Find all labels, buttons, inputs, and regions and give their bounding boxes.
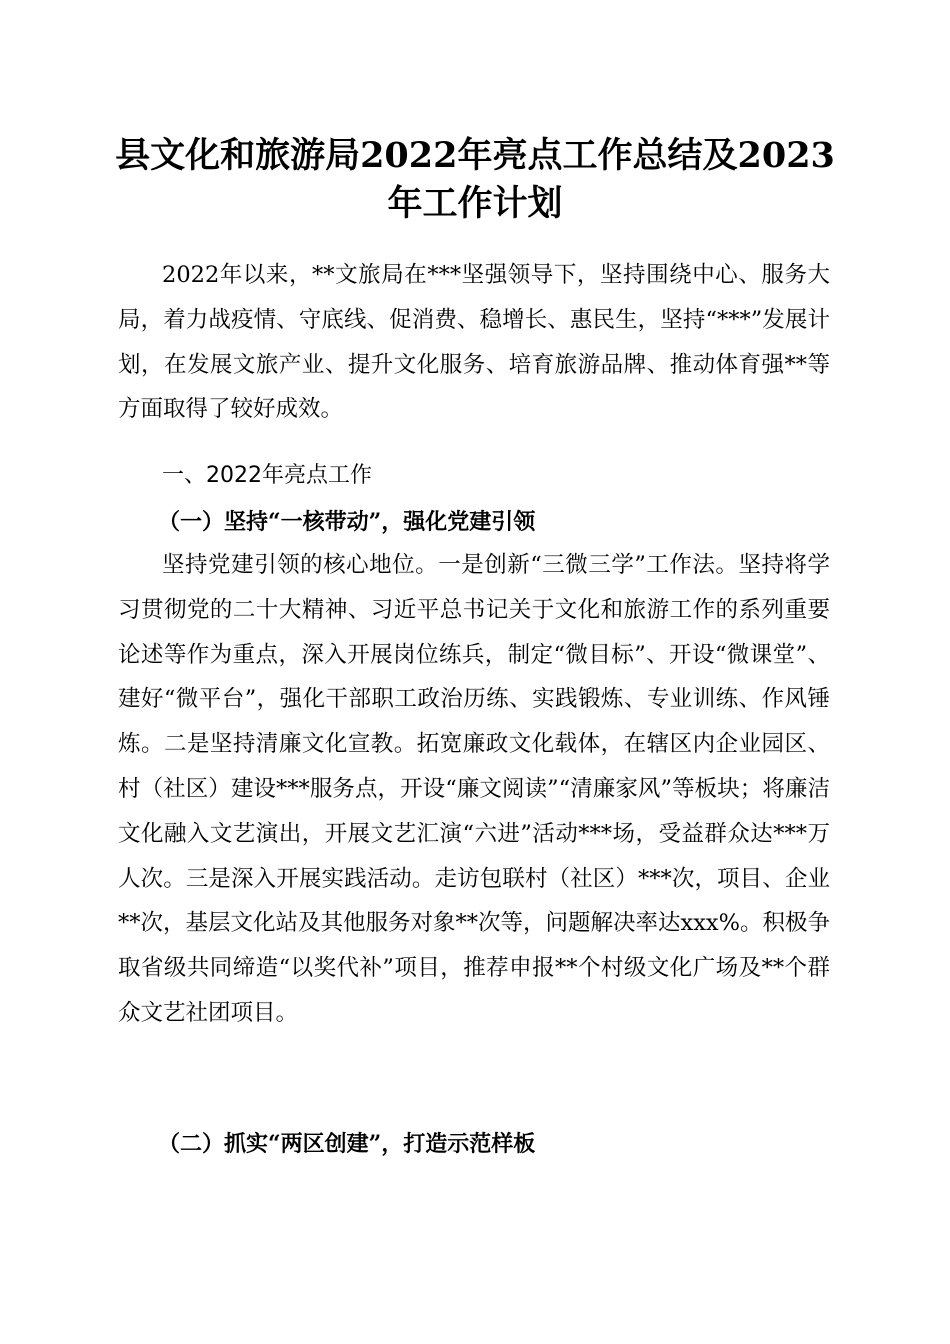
document-title: 县文化和旅游局2022年亮点工作总结及2023年工作计划 [115,135,835,224]
section-heading-highlights: 一、2022年亮点工作 [162,463,372,488]
subsection-heading-party-building: （一）坚持“一核带动”，强化党建引领 [158,509,536,535]
intro-paragraph: 2022年以来，**文旅局在***坚强领导下，坚持围绕中心、服务大局，着力战疫情、守底线、促消费、稳增长、惠民生，坚持“***”发展计划，在发展文旅产业、提升文化服务、培育旅游品牌、推动体育强**等方面取得了较好成效。 [118,262,830,423]
subsection-paragraph-party-building: 坚持党建引领的核心地位。一是创新“三微三学”工作法。坚持将学习贯彻党的二十大精神、习近平总书记关于文化和旅游工作的系列重要论述等作为重点，深入开展岗位练兵，制定“微目标”、开设“微课堂”、建好“微平台”，强化干部职工政治历练、实践锻炼、专业训练、作风锤炼。二是坚持清廉文化宣教。拓宽廉政文化载体，在辖区内企业园区、村（社区）建设***服务点，开设“廉文阅读”“清廉家风”等板块；将廉洁文化融入文艺演出，开展文艺汇演“六进”活动***场，受益群众达***万人次。三是深入开展实践活动。走访包联村（社区）***次，项目、企业**次，基层文化站及其他服务对象**次等，问题解决率达xxx%。积极争取省级共同缔造“以奖代补”项目，推荐申报**个村级文化广场及**个群众文艺社团项目。 [118,552,830,1026]
subsection-heading-demonstration: （二）抓实“两区创建”，打造示范样板 [158,1131,536,1157]
